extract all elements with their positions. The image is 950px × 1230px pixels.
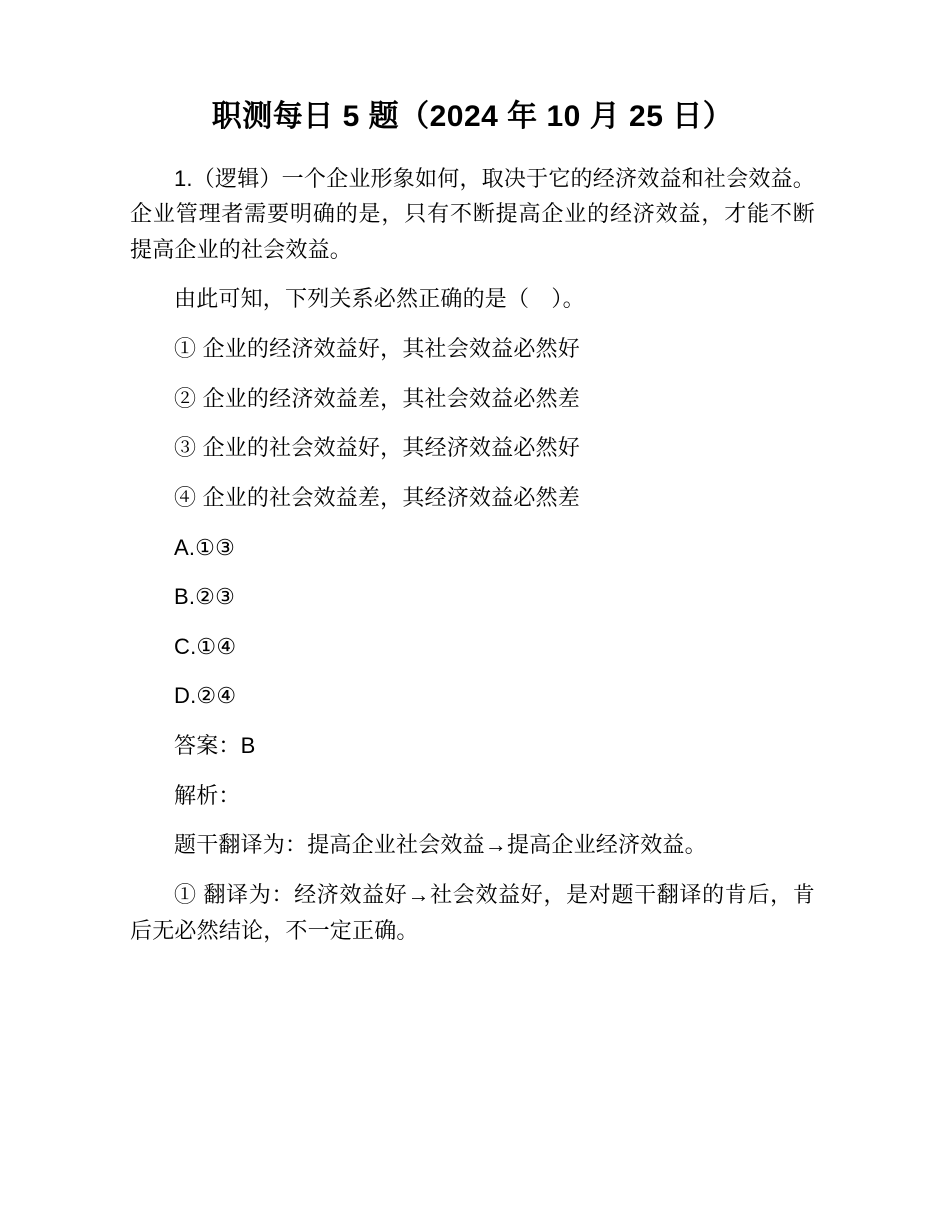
choice-b: B.②③ bbox=[174, 584, 236, 610]
question-prompt: 由此可知，下列关系必然正确的是（ ）。 bbox=[174, 286, 585, 312]
statement-2: ② 企业的经济效益差，其社会效益必然差 bbox=[174, 385, 580, 411]
answer-line: 答案：B bbox=[174, 733, 256, 758]
choice-d: D.②④ bbox=[174, 683, 237, 709]
analysis-line-1: 题干翻译为：提高企业社会效益→提高企业经济效益。 bbox=[174, 832, 707, 858]
statement-4: ④ 企业的社会效益差，其经济效益必然差 bbox=[174, 484, 580, 510]
choice-a: A.①③ bbox=[174, 534, 236, 560]
statement-3: ③ 企业的社会效益好，其经济效益必然好 bbox=[174, 435, 580, 461]
analysis-label: 解析： bbox=[174, 782, 241, 808]
statement-1: ① 企业的经济效益好，其社会效益必然好 bbox=[174, 336, 580, 361]
question-stem: 1.（逻辑）一个企业形象如何，取决于它的经济效益和社会效益。企业管理者需要明确的是，只有不断提高企业的经济效益，才能不断提高企业的社会效益。 bbox=[130, 165, 815, 262]
page-title: 职测每日 5 题（2024 年 10 月 25 日） bbox=[211, 100, 734, 133]
analysis-line-2: ① 翻译为：经济效益好→社会效益好，是对题干翻译的肯后，肯后无必然结论，不一定正确。 bbox=[130, 881, 815, 943]
choice-c: C.①④ bbox=[174, 633, 237, 659]
